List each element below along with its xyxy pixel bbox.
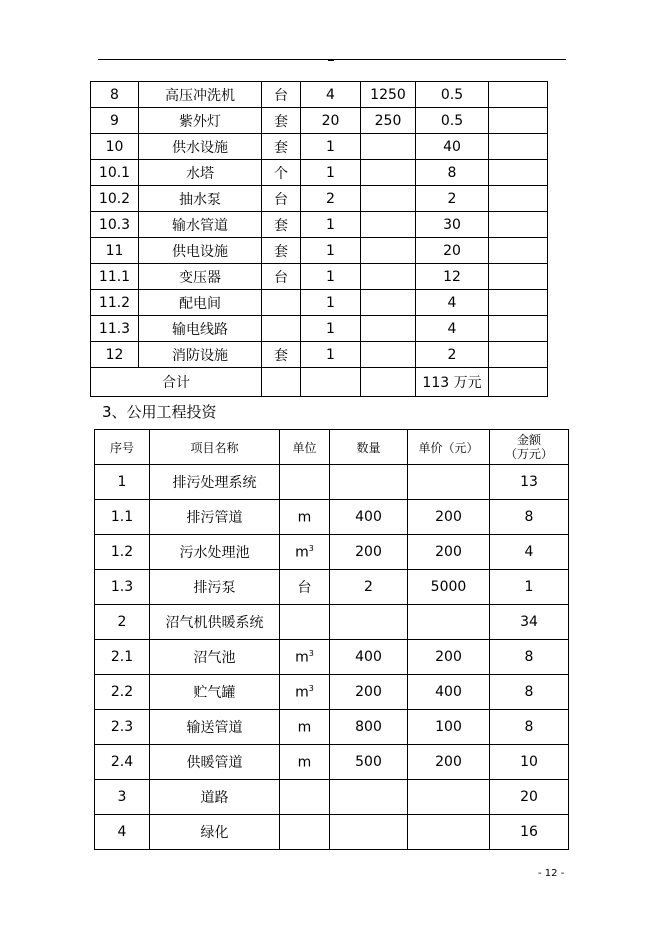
cell-unit: 台	[262, 186, 301, 212]
cell-amount: 13	[490, 465, 569, 500]
cell-unit	[280, 815, 330, 850]
cell-price	[361, 134, 416, 160]
cell-amount: 16	[490, 815, 569, 850]
cell-amount: 4	[416, 316, 489, 342]
cell-remark	[489, 238, 548, 264]
cell-qty: 4	[301, 82, 361, 108]
cell-remark	[489, 82, 548, 108]
cell-price	[408, 605, 490, 640]
header-no: 序号	[95, 430, 150, 465]
cell-qty: 1	[301, 264, 361, 290]
cell-qty: 500	[330, 745, 408, 780]
cell-remark	[489, 316, 548, 342]
cell-no: 1.1	[95, 500, 150, 535]
total-amount: 113 万元	[416, 368, 489, 397]
cell-price: 200	[408, 500, 490, 535]
table1-total-row	[91, 368, 548, 397]
unit-superscript: 3	[308, 683, 314, 693]
cell-qty: 400	[330, 640, 408, 675]
header-qty: 数量	[330, 430, 408, 465]
table1-row	[91, 316, 548, 342]
cell-unit	[280, 780, 330, 815]
cell-qty: 2	[330, 570, 408, 605]
page-number: - 12 -	[538, 868, 565, 879]
cell-qty: 800	[330, 710, 408, 745]
unit-text: 台	[297, 580, 312, 596]
header-unit: 单位	[280, 430, 330, 465]
header-amount-line1: 金额	[516, 433, 541, 447]
cell-qty: 1	[301, 134, 361, 160]
cell-price: 400	[408, 675, 490, 710]
table1-row	[91, 134, 548, 160]
cell-price: 250	[361, 108, 416, 134]
cell-price: 5000	[408, 570, 490, 605]
cell-amount: 20	[490, 780, 569, 815]
cell-no: 1.2	[95, 535, 150, 570]
cell-unit	[280, 465, 330, 500]
cell-no: 2.3	[95, 710, 150, 745]
cell-name: 沼气池	[150, 640, 280, 675]
cell-unit	[280, 535, 330, 570]
cell-amount: 34	[490, 605, 569, 640]
cell-unit: 套	[262, 238, 301, 264]
cell-amount: 8	[490, 640, 569, 675]
unit-text: m	[295, 684, 309, 701]
cell-name: 抽水泵	[139, 186, 262, 212]
cell-remark	[489, 342, 548, 368]
unit-text: m	[297, 719, 312, 736]
cell-name: 高压冲洗机	[139, 82, 262, 108]
cell-no: 2.4	[95, 745, 150, 780]
table2-row	[95, 675, 569, 710]
cell-name: 输送管道	[150, 710, 280, 745]
cell-name: 排污泵	[150, 570, 280, 605]
cell-remark	[489, 290, 548, 316]
cell-qty: 200	[330, 535, 408, 570]
cell-no: 10.3	[91, 212, 139, 238]
cell-unit: 套	[262, 212, 301, 238]
cell-amount: 10	[490, 745, 569, 780]
cell-unit: 套	[262, 108, 301, 134]
cell-remark	[489, 108, 548, 134]
cell-qty	[330, 465, 408, 500]
cell-name: 绿化	[150, 815, 280, 850]
cell-name: 变压器	[139, 264, 262, 290]
cell-unit	[280, 745, 330, 780]
cell-unit: 套	[262, 134, 301, 160]
cell-no: 4	[95, 815, 150, 850]
cell-qty: 1	[301, 342, 361, 368]
table2-row	[95, 535, 569, 570]
cell-amount: 0.5	[416, 108, 489, 134]
cell-name: 输水管道	[139, 212, 262, 238]
cell-price	[361, 160, 416, 186]
cell-no: 10.2	[91, 186, 139, 212]
cell-amount: 0.5	[416, 82, 489, 108]
table2-row	[95, 570, 569, 605]
cell-unit	[262, 290, 301, 316]
unit-text: m	[297, 509, 312, 526]
cell-no: 10.1	[91, 160, 139, 186]
table2-row	[95, 745, 569, 780]
table2-row	[95, 465, 569, 500]
cell-amount: 2	[416, 342, 489, 368]
cell-remark	[489, 186, 548, 212]
cell-unit	[280, 570, 330, 605]
total-label: 合计	[91, 368, 262, 397]
cell-price: 200	[408, 640, 490, 675]
cell-unit	[280, 500, 330, 535]
cell-unit: 套	[262, 342, 301, 368]
table2-row	[95, 605, 569, 640]
cell-qty: 20	[301, 108, 361, 134]
cell-no: 8	[91, 82, 139, 108]
cell-no: 1	[95, 465, 150, 500]
cell-name: 供暖管道	[150, 745, 280, 780]
cell-amount: 8	[490, 710, 569, 745]
header-amount	[490, 430, 569, 465]
cell-amount: 1	[490, 570, 569, 605]
cell-name: 消防设施	[139, 342, 262, 368]
cell-no: 3	[95, 780, 150, 815]
table2-row	[95, 640, 569, 675]
cell-qty	[330, 605, 408, 640]
equipment-investment-table	[90, 81, 548, 397]
cell-unit	[280, 605, 330, 640]
cell-name: 配电间	[139, 290, 262, 316]
cell-price	[361, 186, 416, 212]
cell-amount: 8	[490, 675, 569, 710]
cell-amount: 30	[416, 212, 489, 238]
cell-no: 11.3	[91, 316, 139, 342]
cell-remark	[489, 264, 548, 290]
cell-amount: 20	[416, 238, 489, 264]
cell-unit: 个	[262, 160, 301, 186]
table1-row	[91, 108, 548, 134]
header-name: 项目名称	[150, 430, 280, 465]
table2-row	[95, 500, 569, 535]
cell-name: 水塔	[139, 160, 262, 186]
cell-unit	[262, 316, 301, 342]
table1-row	[91, 186, 548, 212]
cell-name: 污水处理池	[150, 535, 280, 570]
section-title: 3、公用工程投资	[102, 403, 217, 421]
cell-no: 11.2	[91, 290, 139, 316]
cell-amount: 2	[416, 186, 489, 212]
cell-unit	[280, 675, 330, 710]
table2-header-row	[95, 430, 569, 465]
public-works-investment-table	[94, 429, 569, 850]
cell-unit: 台	[262, 82, 301, 108]
cell-amount: 12	[416, 264, 489, 290]
unit-superscript: 3	[308, 543, 314, 553]
cell-price	[361, 238, 416, 264]
header-price: 单价（元）	[408, 430, 490, 465]
cell-no: 10	[91, 134, 139, 160]
cell-price	[361, 290, 416, 316]
unit-superscript: 3	[308, 648, 314, 658]
cell-name: 道路	[150, 780, 280, 815]
cell-amount: 8	[490, 500, 569, 535]
cell-unit: 台	[262, 264, 301, 290]
table2-row	[95, 780, 569, 815]
cell-remark	[489, 212, 548, 238]
table1-row	[91, 290, 548, 316]
cell-price: 200	[408, 535, 490, 570]
table1-row	[91, 160, 548, 186]
unit-text: m	[295, 544, 309, 561]
table1-row	[91, 342, 548, 368]
cell-no: 11	[91, 238, 139, 264]
cell-name: 贮气罐	[150, 675, 280, 710]
cell-remark	[489, 134, 548, 160]
cell-qty	[330, 780, 408, 815]
cell-qty: 1	[301, 238, 361, 264]
cell-unit	[280, 710, 330, 745]
cell-price: 100	[408, 710, 490, 745]
table1-row	[91, 264, 548, 290]
cell-price	[361, 342, 416, 368]
table2-row	[95, 710, 569, 745]
cell-name: 沼气机供暖系统	[150, 605, 280, 640]
header-rule-mark	[328, 59, 334, 61]
cell-unit	[280, 640, 330, 675]
table1-row	[91, 238, 548, 264]
cell-name: 排污管道	[150, 500, 280, 535]
table1-row	[91, 212, 548, 238]
cell-price	[408, 815, 490, 850]
cell-amount: 4	[416, 290, 489, 316]
cell-price	[361, 212, 416, 238]
cell-amount: 40	[416, 134, 489, 160]
cell-qty	[330, 815, 408, 850]
cell-no: 2.1	[95, 640, 150, 675]
cell-no: 2	[95, 605, 150, 640]
cell-no: 2.2	[95, 675, 150, 710]
table2-row	[95, 815, 569, 850]
cell-name: 输电线路	[139, 316, 262, 342]
cell-remark	[489, 160, 548, 186]
cell-price	[408, 465, 490, 500]
cell-qty: 1	[301, 160, 361, 186]
cell-no: 12	[91, 342, 139, 368]
cell-qty: 1	[301, 316, 361, 342]
cell-price: 200	[408, 745, 490, 780]
cell-amount: 8	[416, 160, 489, 186]
cell-name: 排污处理系统	[150, 465, 280, 500]
cell-price	[361, 264, 416, 290]
cell-amount: 4	[490, 535, 569, 570]
cell-no: 1.3	[95, 570, 150, 605]
cell-name: 供水设施	[139, 134, 262, 160]
cell-price	[361, 316, 416, 342]
cell-qty: 1	[301, 290, 361, 316]
unit-text: m	[295, 649, 309, 666]
cell-no: 9	[91, 108, 139, 134]
cell-qty: 2	[301, 186, 361, 212]
unit-text: m	[297, 754, 312, 771]
cell-name: 紫外灯	[139, 108, 262, 134]
header-amount-line2: （万元）	[504, 447, 553, 461]
cell-price	[408, 780, 490, 815]
cell-qty: 400	[330, 500, 408, 535]
cell-no: 11.1	[91, 264, 139, 290]
cell-price: 1250	[361, 82, 416, 108]
cell-name: 供电设施	[139, 238, 262, 264]
cell-qty: 1	[301, 212, 361, 238]
cell-qty: 200	[330, 675, 408, 710]
table1-row	[91, 82, 548, 108]
